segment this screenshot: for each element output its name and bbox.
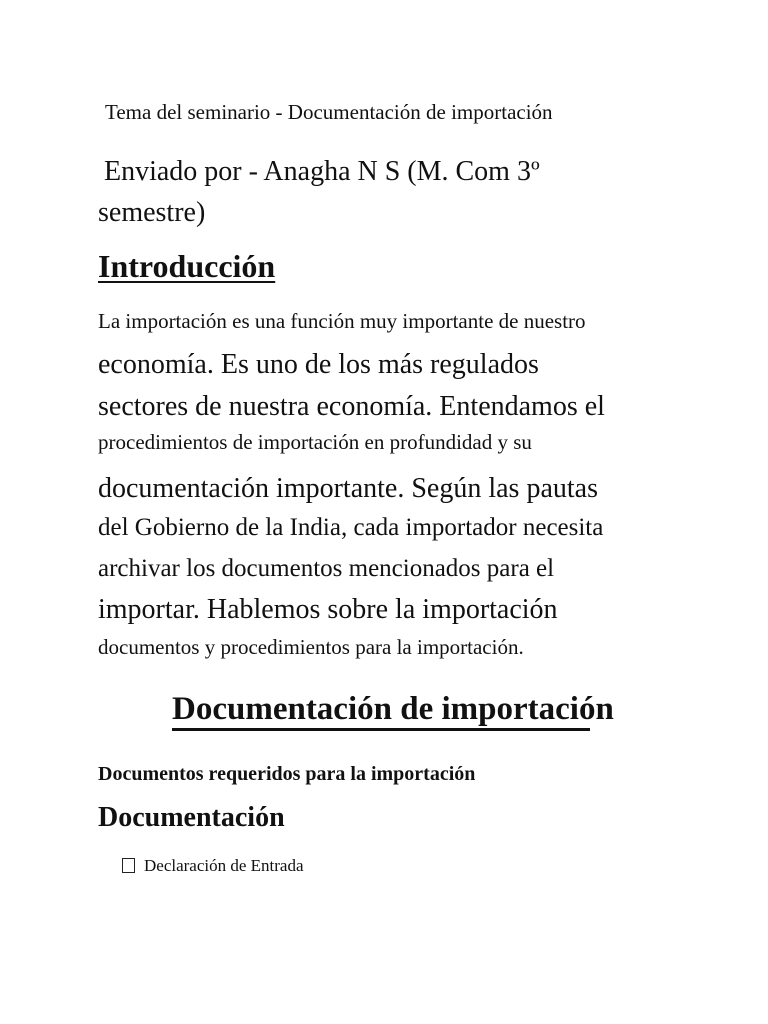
intro-line-5: documentación importante. Según las pautas xyxy=(98,473,598,504)
intro-line-2: economía. Es uno de los más regulados xyxy=(98,349,539,380)
heading-underline xyxy=(172,728,590,731)
intro-line-7: archivar los documentos mencionados para el xyxy=(98,555,555,582)
checkbox-icon xyxy=(122,858,135,873)
intro-line-1: La importación es una función muy importante de nuestro xyxy=(98,309,586,333)
import-documentation-heading: Documentación de importación xyxy=(172,691,614,727)
list-item xyxy=(122,857,304,874)
intro-line-6: del Gobierno de la India, cada importador necesita xyxy=(98,514,604,541)
required-documents-heading: Documentos requeridos para la importación xyxy=(98,763,476,785)
intro-line-4: procedimientos de importación en profundidad y su xyxy=(98,430,532,454)
introduction-heading: Introducción xyxy=(98,248,276,284)
submitted-by-line-2: semestre) xyxy=(98,197,206,228)
intro-line-9: documentos y procedimientos para la importación. xyxy=(98,635,524,659)
intro-line-3: sectores de nuestra economía. Entendamos el xyxy=(98,391,605,422)
submitted-by-line-1: Enviado por - Anagha N S (M. Com 3º xyxy=(104,156,540,187)
documentation-subheading: Documentación xyxy=(98,802,285,833)
list-item-label: Declaración de Entrada xyxy=(144,856,304,875)
intro-line-8: importar. Hablemos sobre la importación xyxy=(98,594,558,625)
seminar-topic: Tema del seminario - Documentación de importación xyxy=(105,100,553,124)
